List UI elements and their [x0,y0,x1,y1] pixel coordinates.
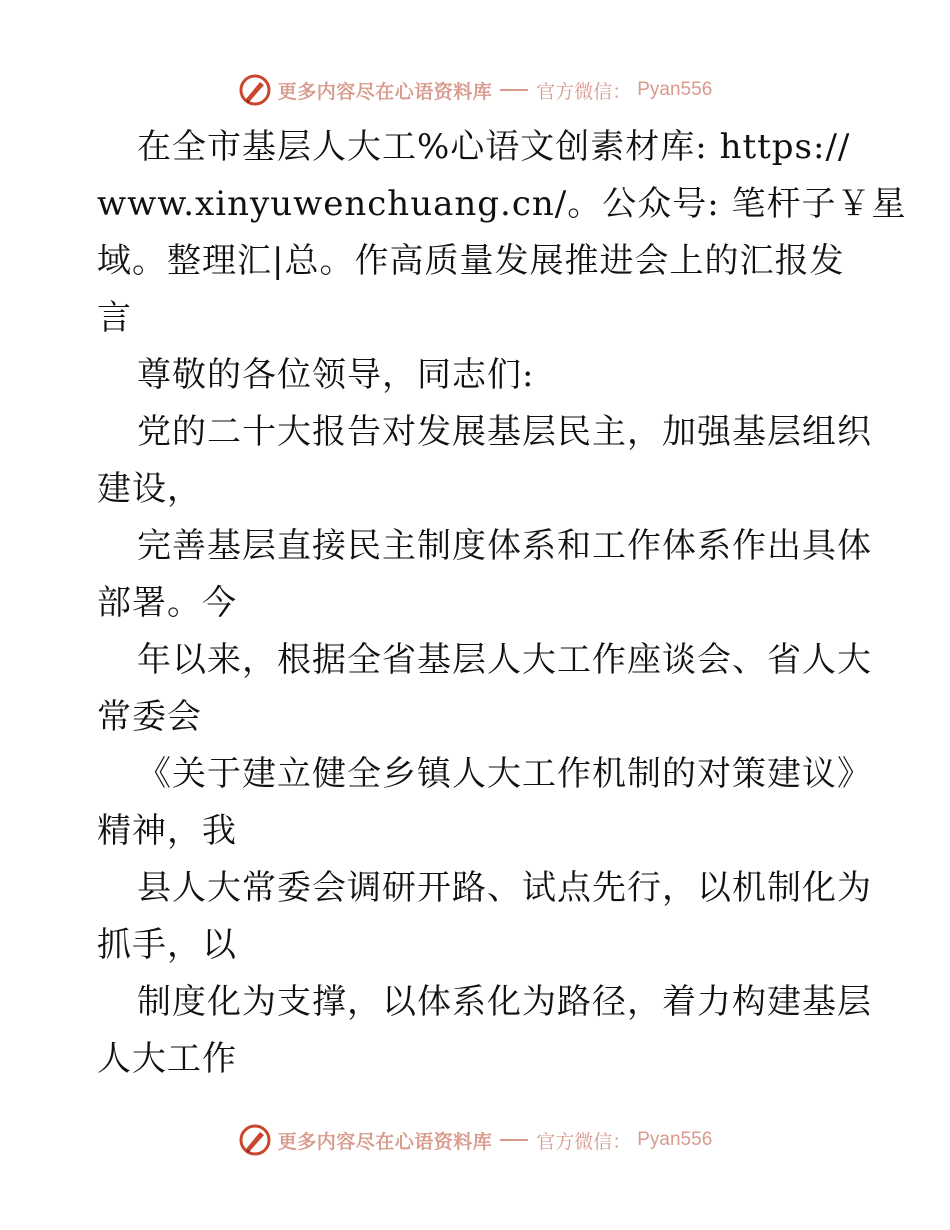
watermark-wechat-id: Pyan556 [637,1129,713,1150]
text-line: 党的二十大报告对发展基层民主，加强基层组织 [137,412,872,452]
text-line: 言 [97,298,132,338]
text-line: 人大工作 [97,1039,237,1079]
text-line: 制度化为支撑，以体系化为路径，着力构建基层 [137,982,872,1022]
text-line: 年以来，根据全省基层人大工作座谈会、省人大 [137,640,872,680]
text-line: 尊敬的各位领导，同志们: [137,355,535,395]
text-line: 域。整理汇|总。作高质量发展推进会上的汇报发 [97,241,845,281]
text-line: 部署。今 [97,583,237,623]
text-line: 常委会 [97,697,202,737]
watermark-dash [500,89,528,91]
text-line: 完善基层直接民主制度体系和工作体系作出具体 [137,526,872,566]
text-line: 精神，我 [97,811,237,851]
pen-logo-icon [238,73,272,107]
text-line: www.xinyuwenchuang.cn/。公众号: 笔杆子￥星 [97,184,907,224]
text-line: 县人大常委会调研开路、试点先行，以机制化为 [137,868,872,908]
watermark-wechat-id: Pyan556 [637,79,713,100]
footer-watermark [0,1120,950,1160]
text-line: 在全市基层人大工%心语文创素材库: https:// [137,127,851,167]
header-watermark [0,70,950,110]
text-line: 建设， [97,469,202,509]
watermark-site-text: 更多内容尽在心语资料库 [277,1130,493,1153]
watermark-dash [500,1139,528,1141]
watermark-site-text: 更多内容尽在心语资料库 [277,80,493,103]
text-line: 抓手，以 [97,925,237,965]
document-body [97,119,907,1088]
pen-logo-icon [238,1123,272,1157]
watermark-wechat-label: 官方微信： [536,80,632,103]
text-line: 《关于建立健全乡镇人大工作机制的对策建议》 [137,754,872,794]
watermark-wechat-label: 官方微信： [536,1130,632,1153]
